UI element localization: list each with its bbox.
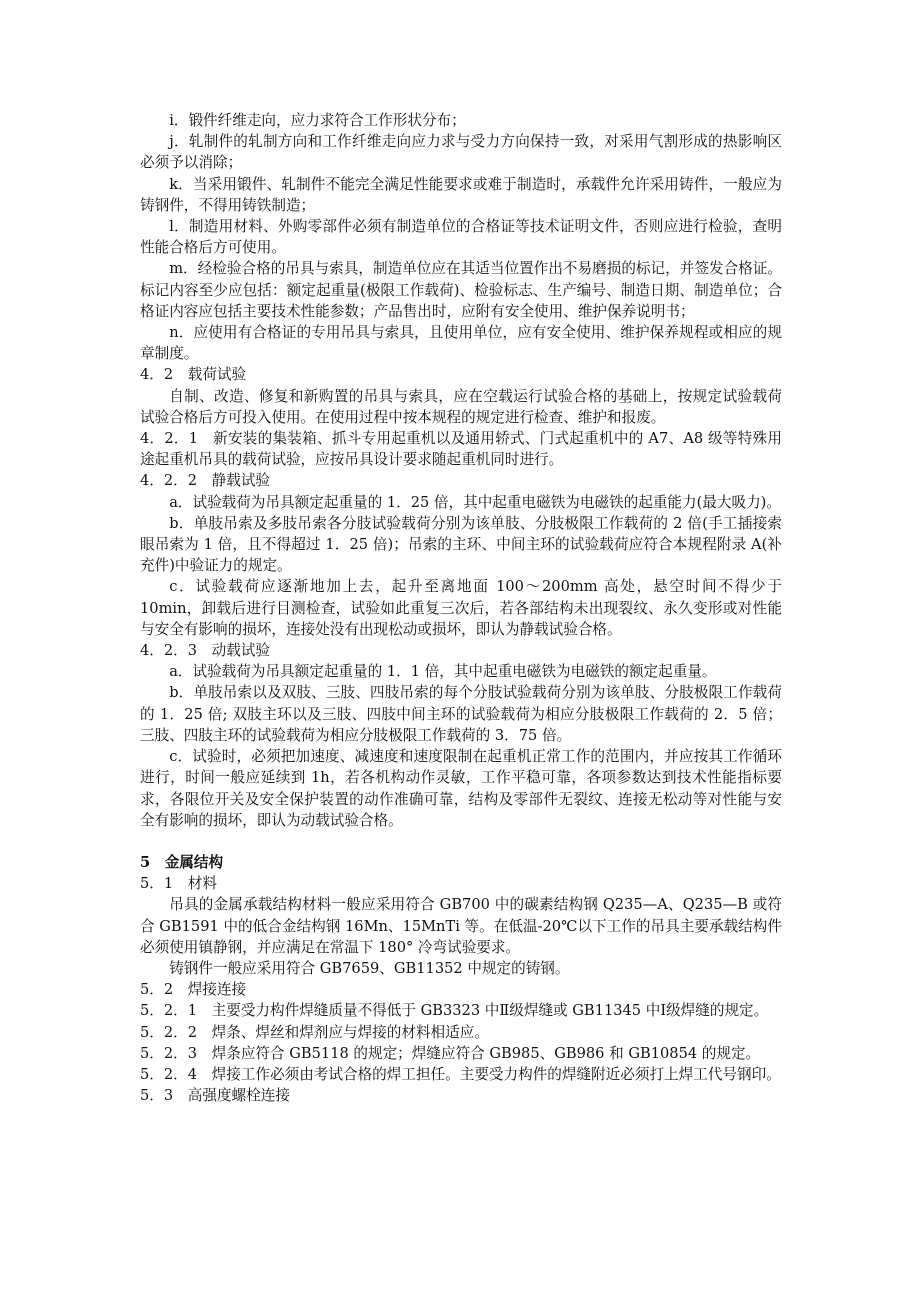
- section-heading-4-2: 4．2 载荷试验: [140, 366, 247, 384]
- paragraph-item-j: j．轧制件的轧制方向和工作纤维走向应力求与受力方向保持一致，对采用气割形成的热影响区必须予以消除；: [140, 133, 782, 172]
- section-5-2-3: 5．2．3 焊条应符合 GB5118 的规定；焊缝应符合 GB985、GB986 和 GB10854 的规定。: [140, 1044, 761, 1062]
- paragraph-static-b: b．单肢吊索及多肢吊索各分肢试验载荷分别为该单肢、分肢极限工作载荷的 2 倍(手工插接索眼吊索为 1 倍，且不得超过 1．25 倍)；吊索的主环、中间主环的试验载荷应符合本规程附录 A(补充件)中验证力的规定。: [140, 514, 782, 575]
- paragraph-item-n: n．应使用有合格证的专用吊具与索具，且使用单位，应有安全使用、维护保养规程或相应的规章制度。: [140, 324, 782, 363]
- section-heading-5-1: 5．1 材料: [140, 875, 217, 893]
- section-5-2-2: 5．2．2 焊条、焊丝和焊剂应与焊接的材料相适应。: [140, 1023, 489, 1041]
- paragraph-item-i: i．锻件纤维走向，应力求符合工作形状分布；: [169, 112, 466, 129]
- paragraph-dynamic-c: c．试验时，必须把加速度、减速度和速度限制在起重机正常工作的范围内，并应按其工作循环进行，时间一般应延续到 1h，若各机构动作灵敏，工作平稳可靠，各项参数达到技术性能指标要求，各限位开关及安全保护装置的动作准确可靠，结构及零部件无裂纹、连接无松动等对性能与安全有影响的损坏，即认为动载试验合格。: [140, 748, 782, 829]
- paragraph-static-c: c．试验载荷应逐渐地加上去，起升至离地面 100～200mm 高处，悬空时间不得少于 10min，卸载后进行目测检查，试验如此重复三次后，若各部结构未出现裂纹、永久变形或对性能与安全有影响的损坏，连接处没有出现松动或损坏，即认为静载试验合格。: [140, 578, 782, 638]
- section-heading-5-2: 5．2 焊接连接: [140, 981, 247, 999]
- section-4-2-1: 4．2．1 新安装的集装箱、抓斗专用起重机以及通用轿式、门式起重机中的 A7、A8 级等特殊用途起重机吊具的载荷试验，应按吊具设计要求随起重机同时进行。: [140, 430, 782, 469]
- paragraph-dynamic-b: b．单肢吊索以及双肢、三肢、四肢吊索的每个分肢试验载荷分别为该单肢、分肢极限工作载荷的 1．25 倍; 双肢主环以及三肢、四肢中间主环的试验载荷为相应分肢极限工作载荷的 2．5 倍；三肢、四肢主环的试验载荷为相应分肢极限工作载荷的 3．75 倍。: [140, 684, 782, 744]
- paragraph-item-k: k．当采用锻件、轧制件不能完全满足性能要求或难于制造时，承载件允许采用铸件，一般应为铸钢件，不得用铸铁制造；: [140, 175, 782, 214]
- paragraph-static-a: a．试验载荷为吊具额定起重量的 1．25 倍，其中起重电磁铁为电磁铁的起重能力(最大吸力)。: [169, 493, 781, 511]
- section-5-2-1: 5．2．1 主要受力构件焊缝质量不得低于 GB3323 中Ⅱ级焊缝或 GB11345 中Ⅰ级焊缝的规定。: [140, 1002, 769, 1020]
- paragraph-load-test-intro: 自制、改造、修复和新购置的吊具与索具，应在空载运行试验合格的基础上，按规定试验载荷试验合格后方可投入使用。在使用过程中按本规程的规定进行检查、维护和报废。: [140, 387, 782, 426]
- paragraph-item-m: m．经检验合格的吊具与索具，制造单位应在其适当位置作出不易磨损的标记，并签发合格证。标记内容至少应包括：额定起重量(极限工作载荷)、检验标志、生产编号、制造日期、制造单位；合格证内容应包括主要技术性能参数；产品售出时，应附有安全使用、维护保养说明书；: [140, 260, 782, 320]
- paragraph-materials: 吊具的金属承载结构材料一般应采用符合 GB700 中的碳素结构钢 Q235—A、Q235—B 或符合 GB1591 中的低合金结构钢 16Mn、15MnTi 等。在低温-20℃以下工作的吊具主要承载结构件必须使用镇静钢，并应满足在常温下 180° 冷弯试验要求。: [140, 896, 782, 956]
- chapter-heading-5: 5 金属结构: [140, 853, 224, 871]
- paragraph-dynamic-a: a．试验载荷为吊具额定起重量的 1．1 倍，其中起重电磁铁为电磁铁的额定起重量。: [169, 663, 717, 681]
- section-5-2-4: 5．2．4 焊接工作必须由考试合格的焊工担任。主要受力构件的焊缝附近必须打上焊工代号钢印。: [140, 1065, 781, 1083]
- paragraph-item-l: l．制造用材料、外购零部件必须有制造单位的合格证等技术证明文件，否则应进行检验，查明性能合格后方可使用。: [140, 218, 782, 257]
- paragraph-cast-steel: 铸钢件一般应采用符合 GB7659、GB11352 中规定的铸钢。: [169, 959, 570, 977]
- section-heading-4-2-2: 4．2．2 静载试验: [140, 472, 271, 490]
- document-body: [140, 110, 782, 1106]
- section-heading-5-3: 5．3 高强度螺栓连接: [140, 1087, 290, 1105]
- section-heading-4-2-3: 4．2．3 动载试验: [140, 642, 271, 660]
